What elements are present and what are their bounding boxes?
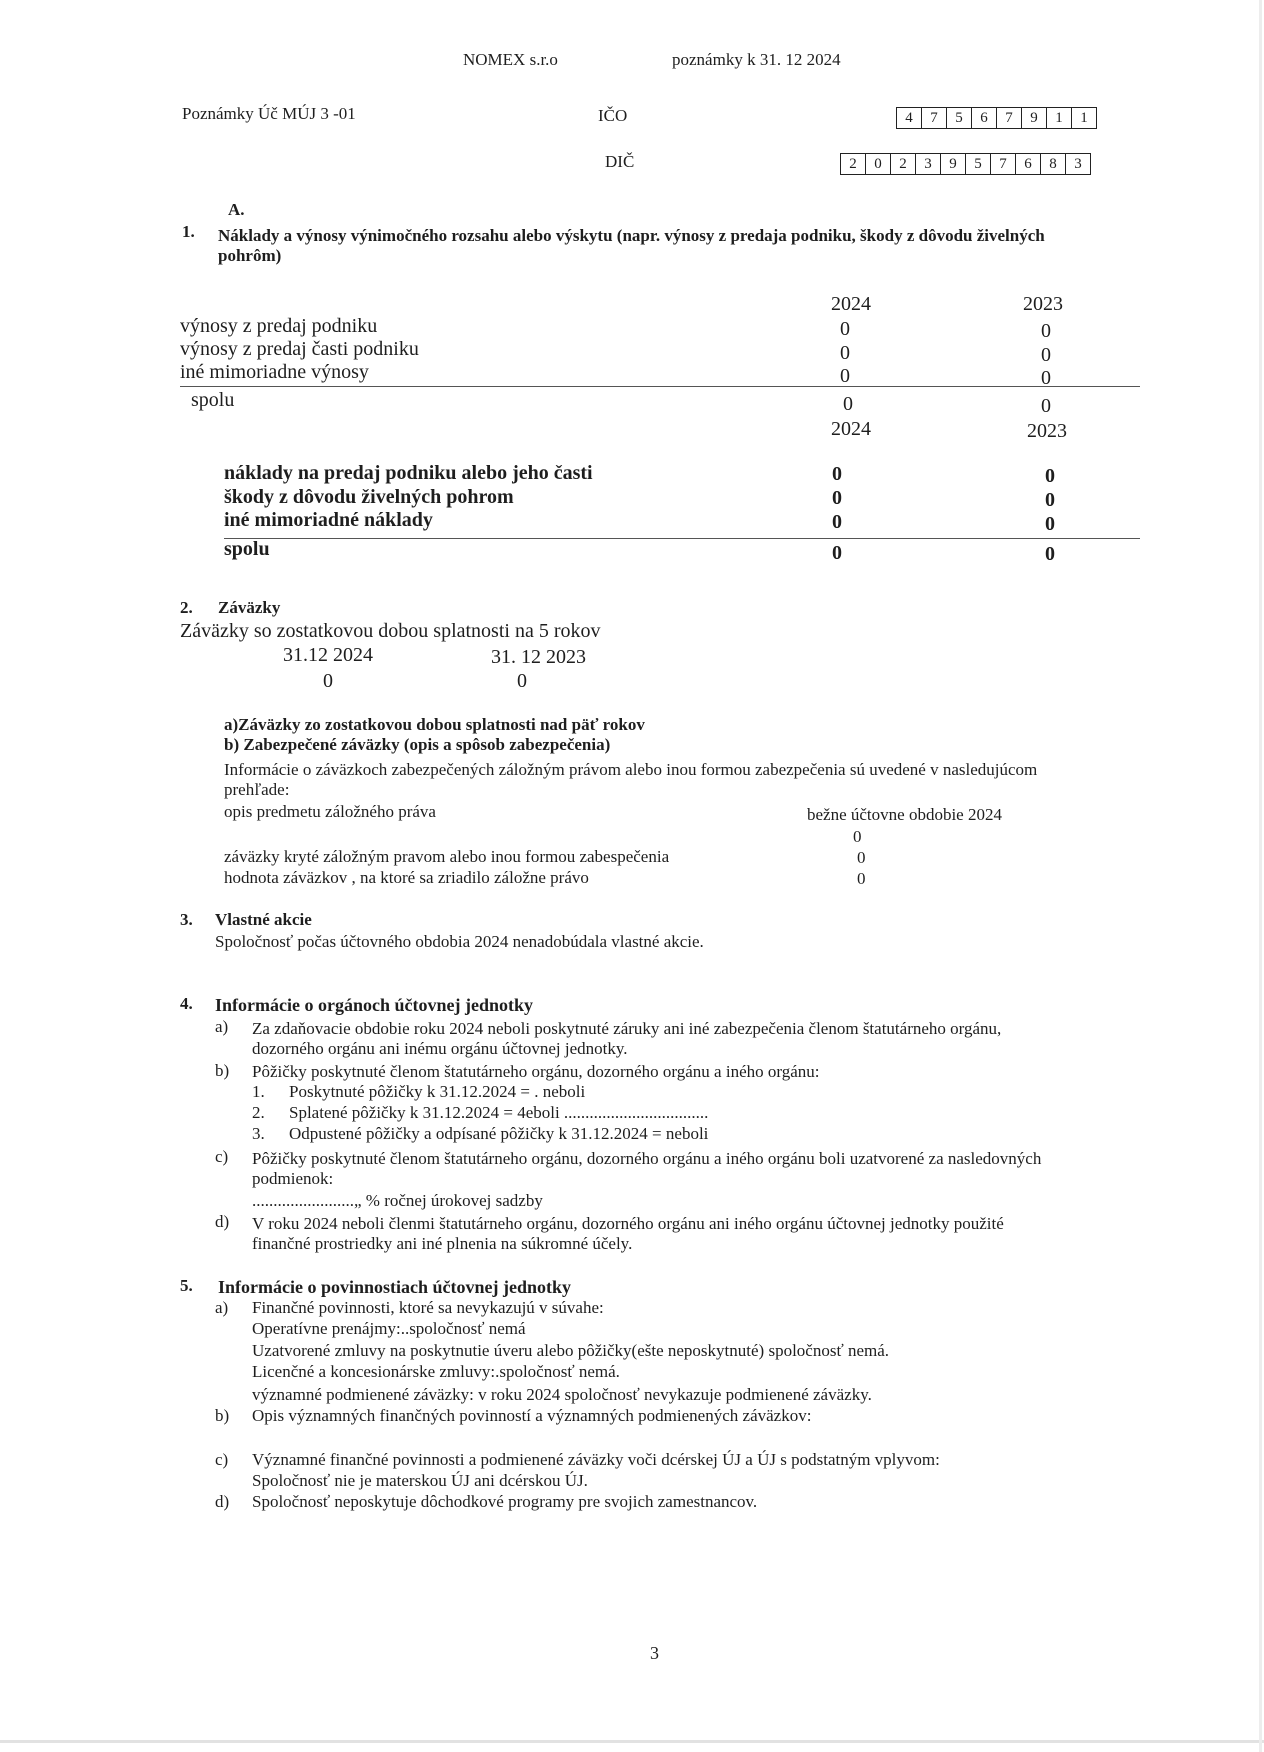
section-1-number: 1. (182, 222, 195, 241)
covered-liabilities-value: 0 (857, 848, 866, 867)
ico-digit: 9 (1022, 108, 1047, 128)
s4-b1-text: Poskytnuté pôžičky k 31.12.2024 = . neboli (289, 1082, 586, 1101)
cost-row-label: náklady na predaj podniku alebo jeho časti (224, 462, 593, 484)
liabilities-date-2023: 31. 12 2023 (491, 646, 586, 668)
section-2-title: Záväzky (218, 598, 281, 617)
current-period-label: bežne účtovne obdobie 2024 (807, 805, 1002, 824)
revenue-total-rule (180, 386, 1140, 387)
section-4-title: Informácie o orgánoch účtovnej jednotky (215, 995, 533, 1015)
ico-digit: 5 (947, 108, 972, 128)
liabilities-value-2024: 0 (323, 670, 333, 692)
company-name: NOMEX s.r.o (463, 50, 558, 69)
s4-c-line2: podmienok: (252, 1169, 334, 1188)
liabilities-date-2024: 31.12 2024 (283, 644, 373, 666)
liabilities-a-title: a)Záväzky zo zostatkovou dobou splatnosti nad päť rokov (224, 715, 645, 734)
section-5-title: Informácie o povinnostiach účtovnej jednotky (218, 1277, 572, 1297)
notes-date: poznámky k 31. 12 2024 (672, 50, 841, 69)
ico-digit: 1 (1080, 110, 1088, 126)
dic-digit: 8 (1041, 154, 1066, 174)
section-a-letter: A. (228, 200, 245, 219)
revenue-row-label: výnosy z predaj časti podniku (180, 338, 419, 360)
s5-c-mark: c) (215, 1450, 229, 1469)
liabilities-b-title: b) Zabezpečené záväzky (opis a spôsob zabezpečenia) (224, 735, 611, 754)
dic-digit: 9 (941, 154, 966, 174)
s5-a-line1: Finančné povinnosti, ktoré sa nevykazujú v súvahe: (252, 1298, 604, 1317)
dic-digit: 0 (866, 154, 891, 174)
s5-a-line4: Licenčné a koncesionárske zmluvy:.spoločnosť nemá. (252, 1362, 620, 1381)
cost-row-value-2023: 0 (1045, 513, 1055, 535)
dic-boxes (840, 153, 1091, 175)
dic-digit: 5 (966, 154, 991, 174)
s4-d-line2: finančné prostriedky ani iné plnenia na súkromné účely. (252, 1234, 633, 1253)
revenue-year-2023: 2023 (1023, 293, 1063, 315)
s4-b3-text: Odpustené pôžičky a odpísané pôžičky k 31.12.2024 = neboli (289, 1124, 709, 1143)
s5-b-mark: b) (215, 1406, 230, 1425)
section-2-number: 2. (180, 598, 193, 617)
s4-b3-number: 3. (252, 1124, 265, 1143)
revenue-row-value-2024: 0 (840, 318, 850, 340)
revenue-total-2023: 0 (1041, 395, 1051, 417)
s5-d-mark: d) (215, 1492, 230, 1511)
section-3-text: Spoločnosť počas účtovného obdobia 2024 nenadobúdala vlastné akcie. (215, 932, 704, 951)
revenue-row-value-2024: 0 (840, 365, 850, 387)
cost-year-2023: 2023 (1027, 420, 1067, 442)
ico-digit: 7 (997, 108, 1022, 128)
s5-a-line5: významné podmienené záväzky: v roku 2024 spoločnosť nevykazuje podmienené záväzky. (252, 1385, 872, 1404)
cost-row-value-2024: 0 (832, 511, 842, 533)
s4-b1-number: 1. (252, 1082, 265, 1101)
cost-total-2023: 0 (1045, 543, 1055, 565)
ico-boxes (896, 107, 1097, 129)
s4-b-line: Pôžičky poskytnuté členom štatutárneho orgánu, dozorného orgánu a iného orgánu: (252, 1062, 820, 1081)
secured-info-line1: Informácie o záväzkoch zabezpečených záložným právom alebo inou formou zabezpečenia sú uvedené v nasledujúcom (224, 760, 1038, 779)
s4-c-mark: c) (215, 1147, 229, 1166)
section-4-number: 4. (180, 994, 193, 1013)
s4-b2-text: Splatené pôžičky k 31.12.2024 = 4eboli .................................. (289, 1103, 709, 1122)
section-3-title: Vlastné akcie (215, 910, 312, 929)
liabilities-value-2023: 0 (517, 670, 527, 692)
s5-d-line: Spoločnosť neposkytuje dôchodkové programy pre svojich zamestnancov. (252, 1492, 758, 1511)
ico-digit: 1 (1047, 108, 1072, 128)
cost-total-label: spolu (224, 538, 270, 560)
section-2-subtitle: Záväzky so zostatkovou dobou splatnosti na 5 rokov (180, 620, 601, 642)
s5-c-line2: Spoločnosť nie je materskou ÚJ ani dcérskou ÚJ. (252, 1471, 588, 1490)
cost-row-value-2024: 0 (832, 487, 842, 509)
dic-digit: 3 (916, 154, 941, 174)
ico-digit: 4 (897, 108, 922, 128)
cost-row-label: iné mimoriadné náklady (224, 509, 433, 531)
s5-a-mark: a) (215, 1298, 229, 1317)
dic-digit: 2 (891, 154, 916, 174)
revenue-total-label: spolu (191, 389, 235, 411)
s5-a-line2: Operatívne prenájmy:..spoločnosť nemá (252, 1319, 526, 1338)
s4-d-mark: d) (215, 1212, 230, 1231)
revenue-row-label: iné mimoriadne výnosy (180, 361, 369, 383)
revenue-row-label: výnosy z predaj podniku (180, 315, 378, 337)
dic-digit: 2 (841, 154, 866, 174)
scan-edge-right (1259, 0, 1262, 1752)
s4-a-line2: dozorného orgánu ani inému orgánu účtovnej jednotky. (252, 1039, 628, 1058)
cost-total-rule (224, 538, 1140, 539)
liabilities-value-label: hodnota záväzkov , na ktoré sa zriadilo záložne právo (224, 868, 589, 887)
cost-row-label: škody z dôvodu živelných pohrom (224, 486, 514, 508)
lien-subject-label: opis predmetu záložného práva (224, 802, 436, 821)
secured-info-line2: prehľade: (224, 780, 290, 799)
s4-c-line3: ........................„ % ročnej úrokovej sadzby (252, 1191, 543, 1210)
section-1-title-line2: pohrôm) (218, 246, 282, 265)
cost-row-value-2023: 0 (1045, 465, 1055, 487)
cost-total-2024: 0 (832, 542, 842, 564)
s5-b-line: Opis významných finančných povinností a významných podmienených záväzkov: (252, 1406, 812, 1425)
s4-b2-number: 2. (252, 1103, 265, 1122)
section-3-number: 3. (180, 910, 193, 929)
ico-digit: 6 (972, 108, 997, 128)
revenue-row-value-2023: 0 (1041, 367, 1051, 389)
revenue-total-2024: 0 (843, 393, 853, 415)
s4-a-line1: Za zdaňovacie obdobie roku 2024 neboli poskytnuté záruky ani iné zabezpečenia členom štatutárneho orgánu, (252, 1019, 1002, 1038)
s4-a-mark: a) (215, 1017, 229, 1036)
cost-year-2024: 2024 (831, 418, 871, 440)
cost-row-value-2024: 0 (832, 463, 842, 485)
dic-digit: 3 (1074, 156, 1082, 172)
section-5-number: 5. (180, 1276, 193, 1295)
section-1-title-line1: Náklady a výnosy výnimočného rozsahu alebo výskytu (napr. výnosy z predaja podniku, škody z dôvodu živelných (218, 226, 1045, 245)
ico-digit: 7 (922, 108, 947, 128)
revenue-year-2024: 2024 (831, 293, 871, 315)
form-code: Poznámky Úč MÚJ 3 -01 (182, 104, 356, 123)
s4-b-mark: b) (215, 1061, 230, 1080)
revenue-row-value-2023: 0 (1041, 320, 1051, 342)
current-period-value: 0 (853, 827, 862, 846)
page-number: 3 (650, 1643, 659, 1663)
ico-label: IČO (598, 106, 628, 125)
s4-d-line1: V roku 2024 neboli členmi štatutárneho orgánu, dozorného orgánu ani iného orgánu účtovnej jednotky použité (252, 1214, 1004, 1233)
cost-row-value-2023: 0 (1045, 489, 1055, 511)
s5-c-line1: Významné finančné povinnosti a podmienené záväzky voči dcérskej ÚJ a ÚJ s podstatným vplyvom: (252, 1450, 940, 1469)
liabilities-value-value: 0 (857, 869, 866, 888)
covered-liabilities-label: záväzky kryté záložným pravom alebo inou formou zabespečenia (224, 847, 670, 866)
dic-digit: 6 (1016, 154, 1041, 174)
dic-digit: 7 (991, 154, 1016, 174)
scan-edge-bottom (0, 1740, 1264, 1743)
dic-label: DIČ (605, 152, 635, 171)
revenue-row-value-2024: 0 (840, 342, 850, 364)
revenue-row-value-2023: 0 (1041, 344, 1051, 366)
s4-c-line1: Pôžičky poskytnuté členom štatutárneho orgánu, dozorného orgánu a iného orgánu boli uzatvorené za nasledovných (252, 1149, 1042, 1168)
s5-a-line3: Uzatvorené zmluvy na poskytnutie úveru alebo pôžičky(ešte neposkytnuté) spoločnosť nemá. (252, 1341, 890, 1360)
